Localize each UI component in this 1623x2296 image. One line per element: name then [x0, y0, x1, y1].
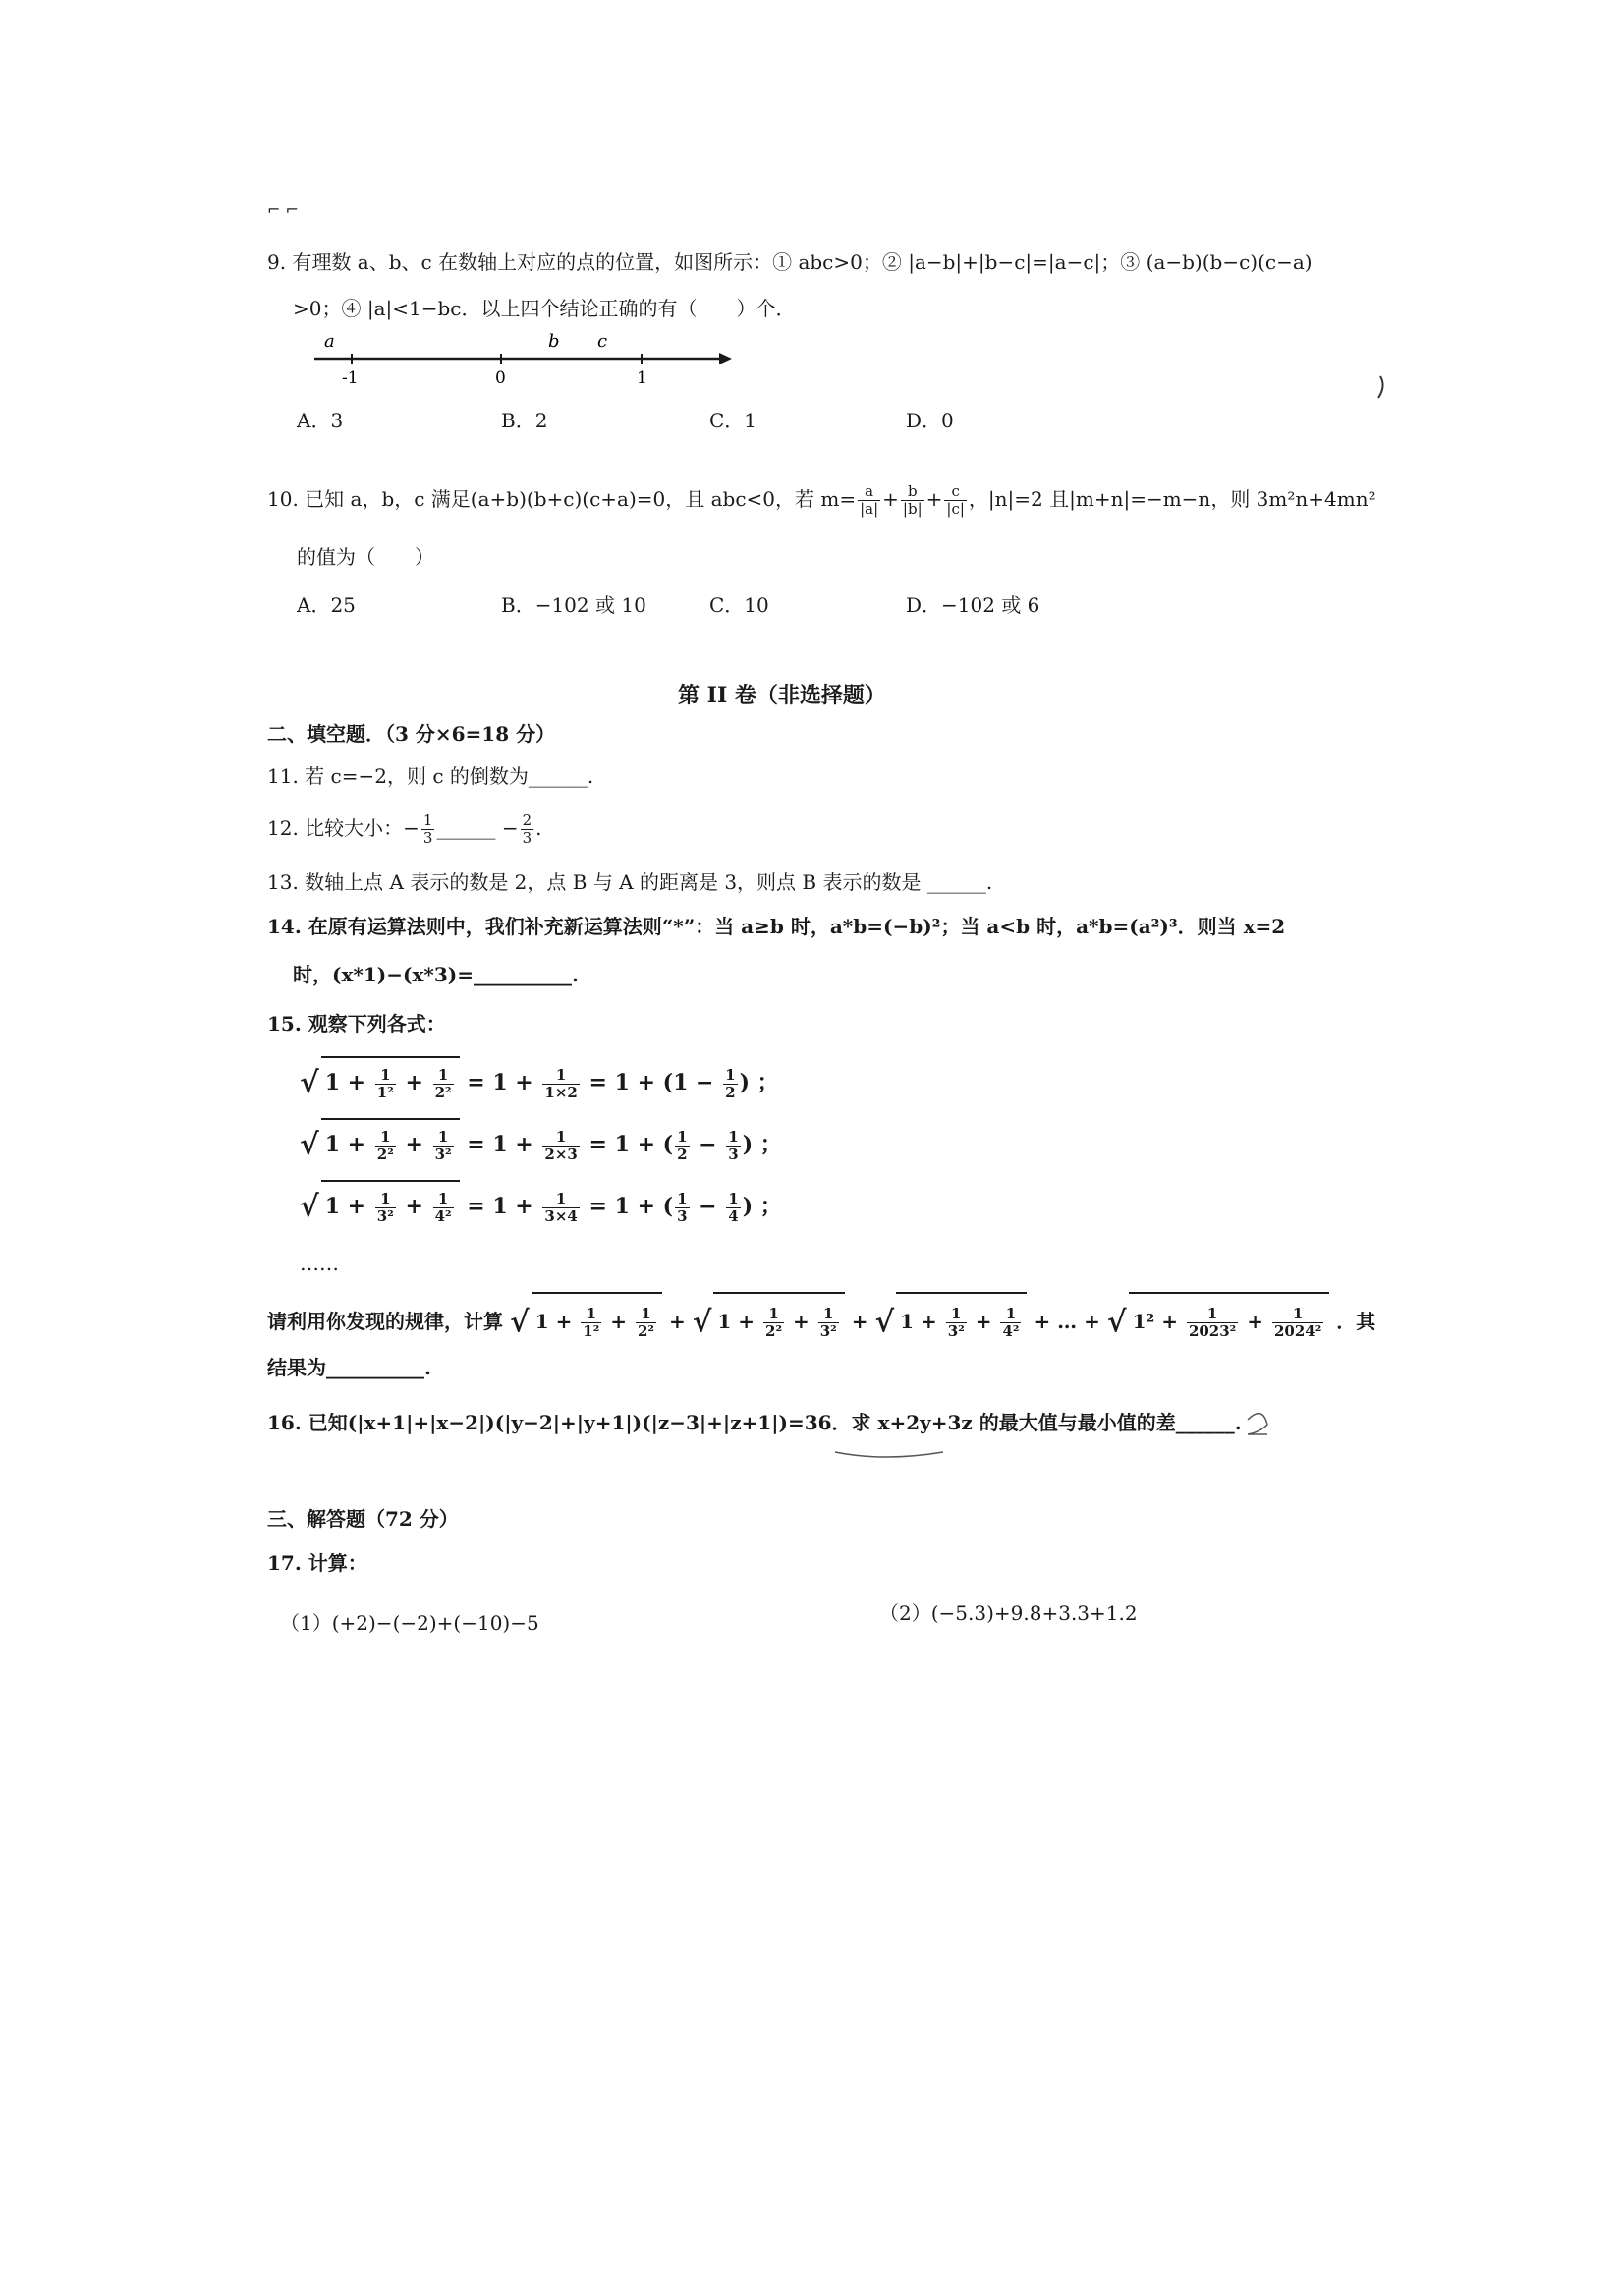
q12-frac1: $\frac{1}{3}$ — [422, 812, 433, 847]
q14-line1: 14. 在原有运算法则中，我们补充新运算法则“*”：当 a≥b 时，a*b=(−b)²；当 a<b 时，a*b=(a²)³．则当 x=2 — [267, 915, 1286, 938]
axis-tick-0: 0 — [495, 368, 506, 388]
q9-line2: >0；④ |a|<1−bc．以上四个结论正确的有（ ）个． — [293, 297, 796, 320]
q15-ellipsis: …… — [300, 1252, 339, 1275]
q9-option-c: C．1 — [709, 409, 757, 432]
q10-option-c: C．10 — [709, 593, 769, 617]
q10-option-a: A．25 — [297, 593, 356, 617]
q10-option-d: D．−102 或 6 — [906, 593, 1040, 617]
axis-tick-1: 1 — [637, 368, 647, 388]
q15-row: √ 1 + $\frac{1}{\text{3²}}$ + $\frac{1}{\text{4²}}$ = 1 + $\frac{1}{3\times 4}$ = 1 + ( $\frac{1}{3}$ − $\frac{1}{4}$ ) ； — [300, 1180, 782, 1232]
q11: 11. 若 c=−2，则 c 的倒数为______. — [267, 764, 594, 788]
q10-line2: 的值为（ ） — [297, 545, 434, 569]
q9-option-b: B．2 — [501, 409, 548, 432]
q17-part1: （1）(+2)−(−2)+(−10)−5 — [280, 1611, 539, 1635]
axis-label-a: a — [324, 331, 335, 352]
q12: 12. 比较大小：− $\frac{1}{3}$ ______ − $\frac{2}{3}$ . — [267, 812, 542, 847]
q16: 16. 已知(|x+1|+|x−2|)(|y−2|+|y+1|)(|z−3|+|z+1|)=36．求 x+2y+3z 的最大值与最小值的差______. — [267, 1411, 1242, 1434]
axis-label-c: c — [597, 331, 608, 352]
q9-line1: 9. 有理数 a、b、c 在数轴上对应的点的位置，如图所示：① abc>0；② |a−b|+|b−c|=|a−c|；③ (a−b)(b−c)(c−a) — [267, 251, 1313, 274]
q10-frac-a: $\frac{a}{|a|}$ — [860, 482, 879, 518]
q10-option-b: B．−102 或 10 — [501, 593, 646, 617]
stray-mark: ⌐ ⌐ — [267, 200, 299, 219]
q10-frac-c: $\frac{c}{|c|}$ — [946, 482, 965, 518]
q15-row: √ 1 + $\frac{1}{\text{2²}}$ + $\frac{1}{\text{3²}}$ = 1 + $\frac{1}{2\times 3}$ = 1 + ( $\frac{1}{2}$ − $\frac{1}{3}$ ) ； — [300, 1118, 782, 1170]
q17-part2: （2）(−5.3)+9.8+3.3+1.2 — [879, 1601, 1138, 1625]
q17-title: 17. 计算： — [267, 1551, 367, 1575]
q10-line1: 10. 已知 a，b，c 满足(a+b)(b+c)(c+a)=0，且 abc<0，若 m= $\frac{a}{|a|}$ + $\frac{b}{|b|}$ + $\frac{c}{|c|}$ ，|n|=2 且|m+n|=−m−n，则 3m²n+4mn² — [267, 482, 1376, 518]
q13: 13. 数轴上点 A 表示的数是 2，点 B 与 A 的距离是 3，则点 B 表示的数是 ______. — [267, 870, 993, 894]
section2-heading: 第 II 卷（非选择题） — [678, 683, 886, 708]
q14-line2: 时，(x*1)−(x*3)=__________. — [293, 963, 579, 986]
section2-title: 二、填空题．（3 分×6=18 分） — [267, 722, 556, 746]
q10-frac-b: $\frac{b}{|b|}$ — [902, 482, 923, 518]
axis-label-b: b — [548, 331, 560, 352]
q12-frac2: $\frac{2}{3}$ — [522, 812, 532, 847]
q15-result: 结果为__________. — [267, 1356, 431, 1379]
section3-title: 三、解答题（72 分） — [267, 1507, 459, 1531]
q9-option-a: A．3 — [297, 409, 344, 432]
q15-row: √ 1 + $\frac{1}{\text{1²}}$ + $\frac{1}{\text{2²}}$ = 1 + $\frac{1}{1\times 2}$ = 1 + (1 − $\frac{1}{2}$ ) ； — [300, 1056, 779, 1108]
q15-title: 15. 观察下列各式： — [267, 1012, 446, 1036]
q15-calc: 请利用你发现的规律，计算 √ 1 + $\frac{1}{\text{1²}}$ + $\frac{1}{\text{2²}}$ + √ 1 + $\frac{1}{\text{2²}}$ + $\frac{1}{\text{3²}}$ + √ 1 + $\frac{1}{\text{3²}}$ + $\frac{1}{\text{4²}}$ + … + √ 1² + $\frac{1}{\text{2023²}}$ + $\frac{1}{\text{2024²}}$ ．其 — [267, 1292, 1375, 1351]
q10-prefix: 10. 已知 a，b，c 满足(a+b)(b+c)(c+a)=0，且 abc<0，若 m= — [267, 487, 857, 511]
q9-option-d: D．0 — [906, 409, 954, 432]
axis-tick-minus1: -1 — [342, 368, 359, 388]
q10-suffix: ，|n|=2 且|m+n|=−m−n，则 3m²n+4mn² — [968, 487, 1376, 511]
